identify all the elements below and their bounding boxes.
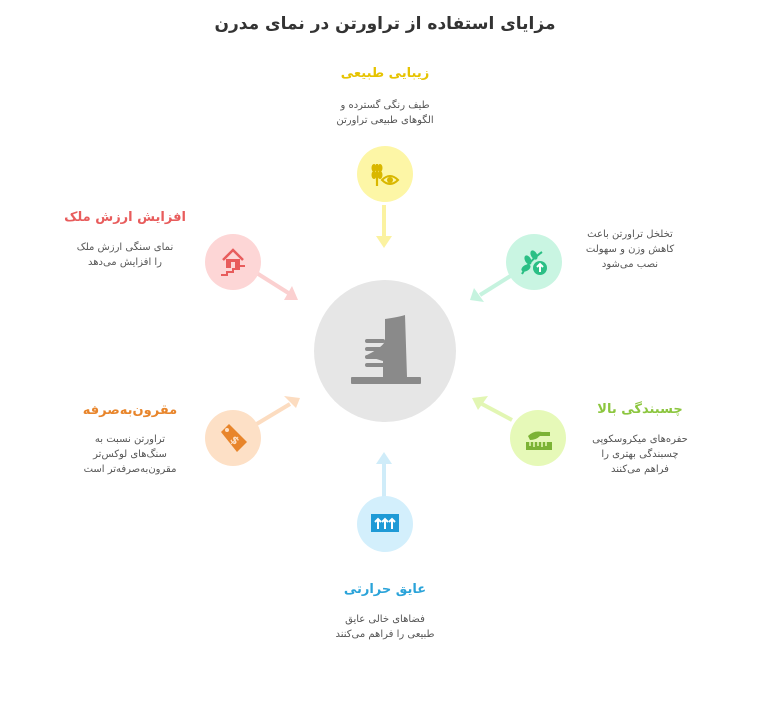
svg-text:$: $ bbox=[227, 433, 242, 448]
affordable-label: مقرون‌به‌صرفه bbox=[82, 403, 178, 418]
value-desc-line: نمای سنگی ارزش ملک bbox=[76, 242, 174, 253]
heat-arrows-icon bbox=[369, 508, 401, 540]
beauty-label: زیبایی طبیعی bbox=[340, 66, 430, 81]
adhesion-label: چسبندگی بالا bbox=[597, 402, 683, 417]
arrow-top-left bbox=[255, 272, 298, 300]
insulation-desc bbox=[300, 612, 470, 642]
beauty-desc-line: طیف رنگی گسترده و bbox=[340, 100, 430, 111]
affordable-desc-line: تراورتن نسبت به bbox=[94, 434, 166, 445]
beauty-desc-line: الگوهای طبیعی تراورتن bbox=[336, 115, 434, 126]
lightweight-desc-line: تخلخل تراورتن باعث bbox=[587, 229, 673, 240]
affordable-desc-line: سنگ‌های لوکس‌تر bbox=[93, 449, 167, 460]
wheat-eye-icon bbox=[369, 158, 401, 190]
leaf-arrow-icon bbox=[518, 246, 550, 278]
arrow-bottom-right bbox=[472, 396, 512, 420]
affordable-desc-line: مقرون‌به‌صرفه‌تر است bbox=[83, 464, 177, 475]
value-desc-line: را افزایش می‌دهد bbox=[87, 257, 163, 268]
arrow-top bbox=[376, 205, 392, 248]
lightweight-desc-line: نصب می‌شود bbox=[601, 259, 659, 270]
adhesion-desc bbox=[565, 432, 715, 477]
insulation-desc-line: فضاهای خالی عایق bbox=[345, 614, 425, 625]
adhesion-desc-line: چسبندگی بهتری را bbox=[601, 449, 679, 460]
insulation-label: عایق حرارتی bbox=[343, 582, 427, 597]
page-title: مزایای استفاده از تراورتن در نمای مدرن bbox=[214, 14, 556, 34]
lightweight-desc-line: کاهش وزن و سهولت bbox=[585, 244, 675, 255]
lightweight-desc bbox=[560, 227, 700, 272]
house-growth-icon bbox=[217, 246, 249, 278]
value-label: افزایش ارزش ملک bbox=[64, 210, 186, 225]
value-desc bbox=[50, 240, 200, 270]
beauty-desc bbox=[300, 98, 470, 128]
arrow-bottom bbox=[376, 452, 392, 498]
hand-measure-icon bbox=[522, 422, 554, 454]
adhesion-desc-line: فراهم می‌کنند bbox=[611, 464, 669, 475]
arrow-top-right bbox=[470, 275, 512, 302]
building-icon bbox=[345, 311, 425, 391]
arrow-bottom-left bbox=[255, 396, 300, 425]
insulation-desc-line: طبیعی را فراهم می‌کنند bbox=[335, 629, 435, 640]
affordable-desc bbox=[55, 432, 205, 477]
adhesion-desc-line: حفره‌های میکروسکوپی bbox=[592, 434, 688, 445]
price-tag-icon bbox=[217, 422, 249, 454]
